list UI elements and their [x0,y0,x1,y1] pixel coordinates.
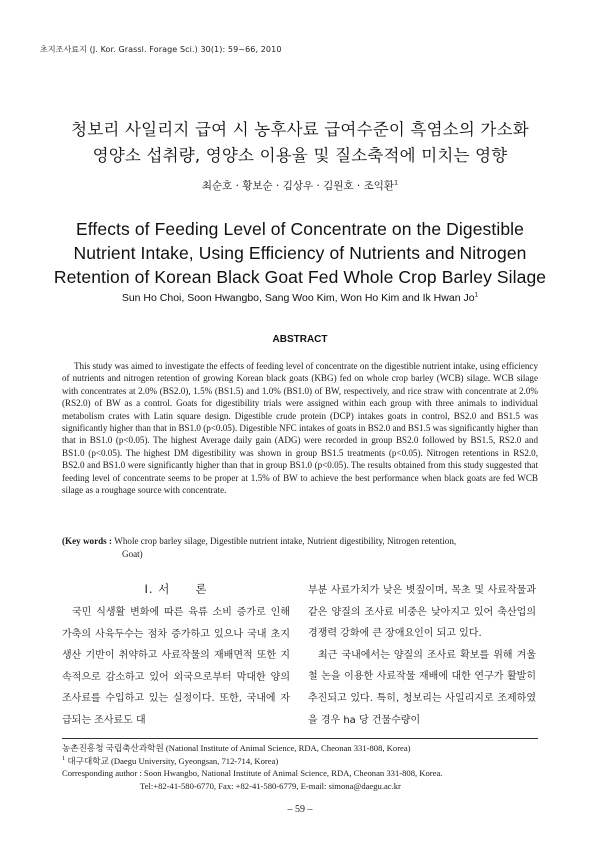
right-column [308,580,536,731]
right-column-paragraph-2: 최근 국내에서는 양질의 조사료 확보를 위해 겨울철 논을 이용한 사료작물 재배에 대한 연구가 활발히 추진되고 있다. 특히, 청보리는 사일리지로 조제하였을 경우 ha 당 건물수량이 [308,649,536,726]
english-title-line-1: Effects of Feeding Level of Concentrate on the Digestible [75,219,524,239]
footnote-contact: Tel:+82-41-580-6770, Fax: +82-41-580-6779, E-mail: simona@daegu.ac.kr [140,780,401,791]
keywords-line-1: Whole crop barley silage, Digestible nutrient intake, Nutrient digestibility, Nitrogen retention, [114,536,457,546]
abstract-paragraph: This study was aimed to investigate the effects of feeding level of concentrate on the digestible nutrient intake, using efficiency of nutrients and nitrogen retention of growing Korean black goats (KBG) fed on whole crop barley (WCB) silage. WCB silage with concentrates at 2.0% (BS2.0), 1.5% (BS1.5) and 1.0% (BS1.0) of BW, respectively, and rice straw with concentrate at 2.0% (RS2.0) of BW as a control. Goats for digestibility trials were assigned within each group with three animals to individual metabolism crates with Latin square design. Digestible crude protein (DCP) intakes goats in control, BS2.0 and BS1.5 was significantly higher than that in BS1.0 (p<0.05). Digestible NFC intakes of goats in BS2.0 and BS1.5 was significantly higher than that in BS1.0 (p<0.05). The highest Average daily gain (ADG) were recorded in group BS2.0 followed by BS1.5, RS2.0 and BS1.0 (p<0.05). The highest DM digestibility was shown in group BS1.5 treatments (p<0.05). Nitrogen retentions in RS2.0, BS2.0 and BS1.0 were significantly higher than that in group BS1.0 (p<0.05). The results obtained from this study suggested that feeding level of concentrate seems to be proper at 1.5% of BW to achieve the best performance when black goats are fed WCB silage as a roughage source with concentrate. [62,361,538,496]
english-authors-affiliation-mark: 1 [474,291,479,299]
left-column-paragraph: 국민 식생활 변화에 따른 육류 소비 증가로 인해 가축의 사육두수는 점차 증가하고 있으나 국내 초지생산 기반이 취약하고 사료작물의 재배면적 또한 지속적으로 감소하고 있어 외국으로부터 막대한 양의 조사료를 수입하고 있는 실정이다. 또한, 국내에 자급되는 조사료도 대 [62,607,290,726]
keywords-line-2: Goat) [122,549,143,559]
footnote-affiliation-2 [62,755,548,768]
footnotes [62,742,548,792]
english-authors [0,292,600,304]
footnote-corresponding-author: Corresponding author : Soon Hwangbo, National Institute of Animal Science, RDA, Cheonan 331-808, Korea. [62,768,443,779]
journal-header: 초지조사료지 (J. Kor. Grassl. Forage Sci.) 30(1): 59~66, 2010 [40,45,282,54]
korean-title-line-1: 청보리 사일리지 급여 시 농후사료 급여수준이 흑염소의 가소화 [71,120,529,139]
english-title-line-3: Retention of Korean Black Goat Fed Whole Crop Barley Silage [53,267,547,287]
keywords-label: (Key words [62,536,107,546]
page-number: – 59 – [287,804,313,815]
korean-authors [0,178,600,193]
keywords-colon: : [106,536,115,546]
footnote-affiliation-2-text: 대구대학교 (Daegu University, Gyeongsan, 712-714, Korea) [65,755,279,766]
abstract-heading: ABSTRACT [272,334,328,345]
abstract-body [62,360,538,496]
keywords [62,535,538,561]
section-heading-introduction: Ⅰ. 서 론 [144,582,208,596]
footnote-affiliation-mark: 1 [62,754,66,762]
korean-authors-text: 최순호 · 황보순 · 김상우 · 김원호 · 조익환 [201,180,395,192]
english-authors-text: Sun Ho Choi, Soon Hwangbo, Sang Woo Kim, Won Ho Kim and Ik Hwan Jo [121,292,475,304]
right-column-paragraph-1: 부분 사료가치가 낮은 볏짚이며, 목초 및 사료작물과 같은 양질의 조사료 비중은 낮아지고 있어 축산업의 경쟁력 강화에 큰 장애요인이 되고 있다. [308,585,536,640]
korean-authors-affiliation-mark: 1 [394,178,399,187]
left-column [62,580,290,732]
english-title-line-2: Nutrient Intake, Using Efficiency of Nutrients and Nitrogen [73,243,527,263]
footnote-divider [62,738,538,739]
footnote-affiliation-1: 농촌진흥청 국립축산과학원 (National Institute of Animal Science, RDA, Cheonan 331-808, Korea) [62,743,411,753]
korean-title-line-2: 영양소 섭취량, 영양소 이용율 및 질소축적에 미치는 영향 [92,146,508,165]
